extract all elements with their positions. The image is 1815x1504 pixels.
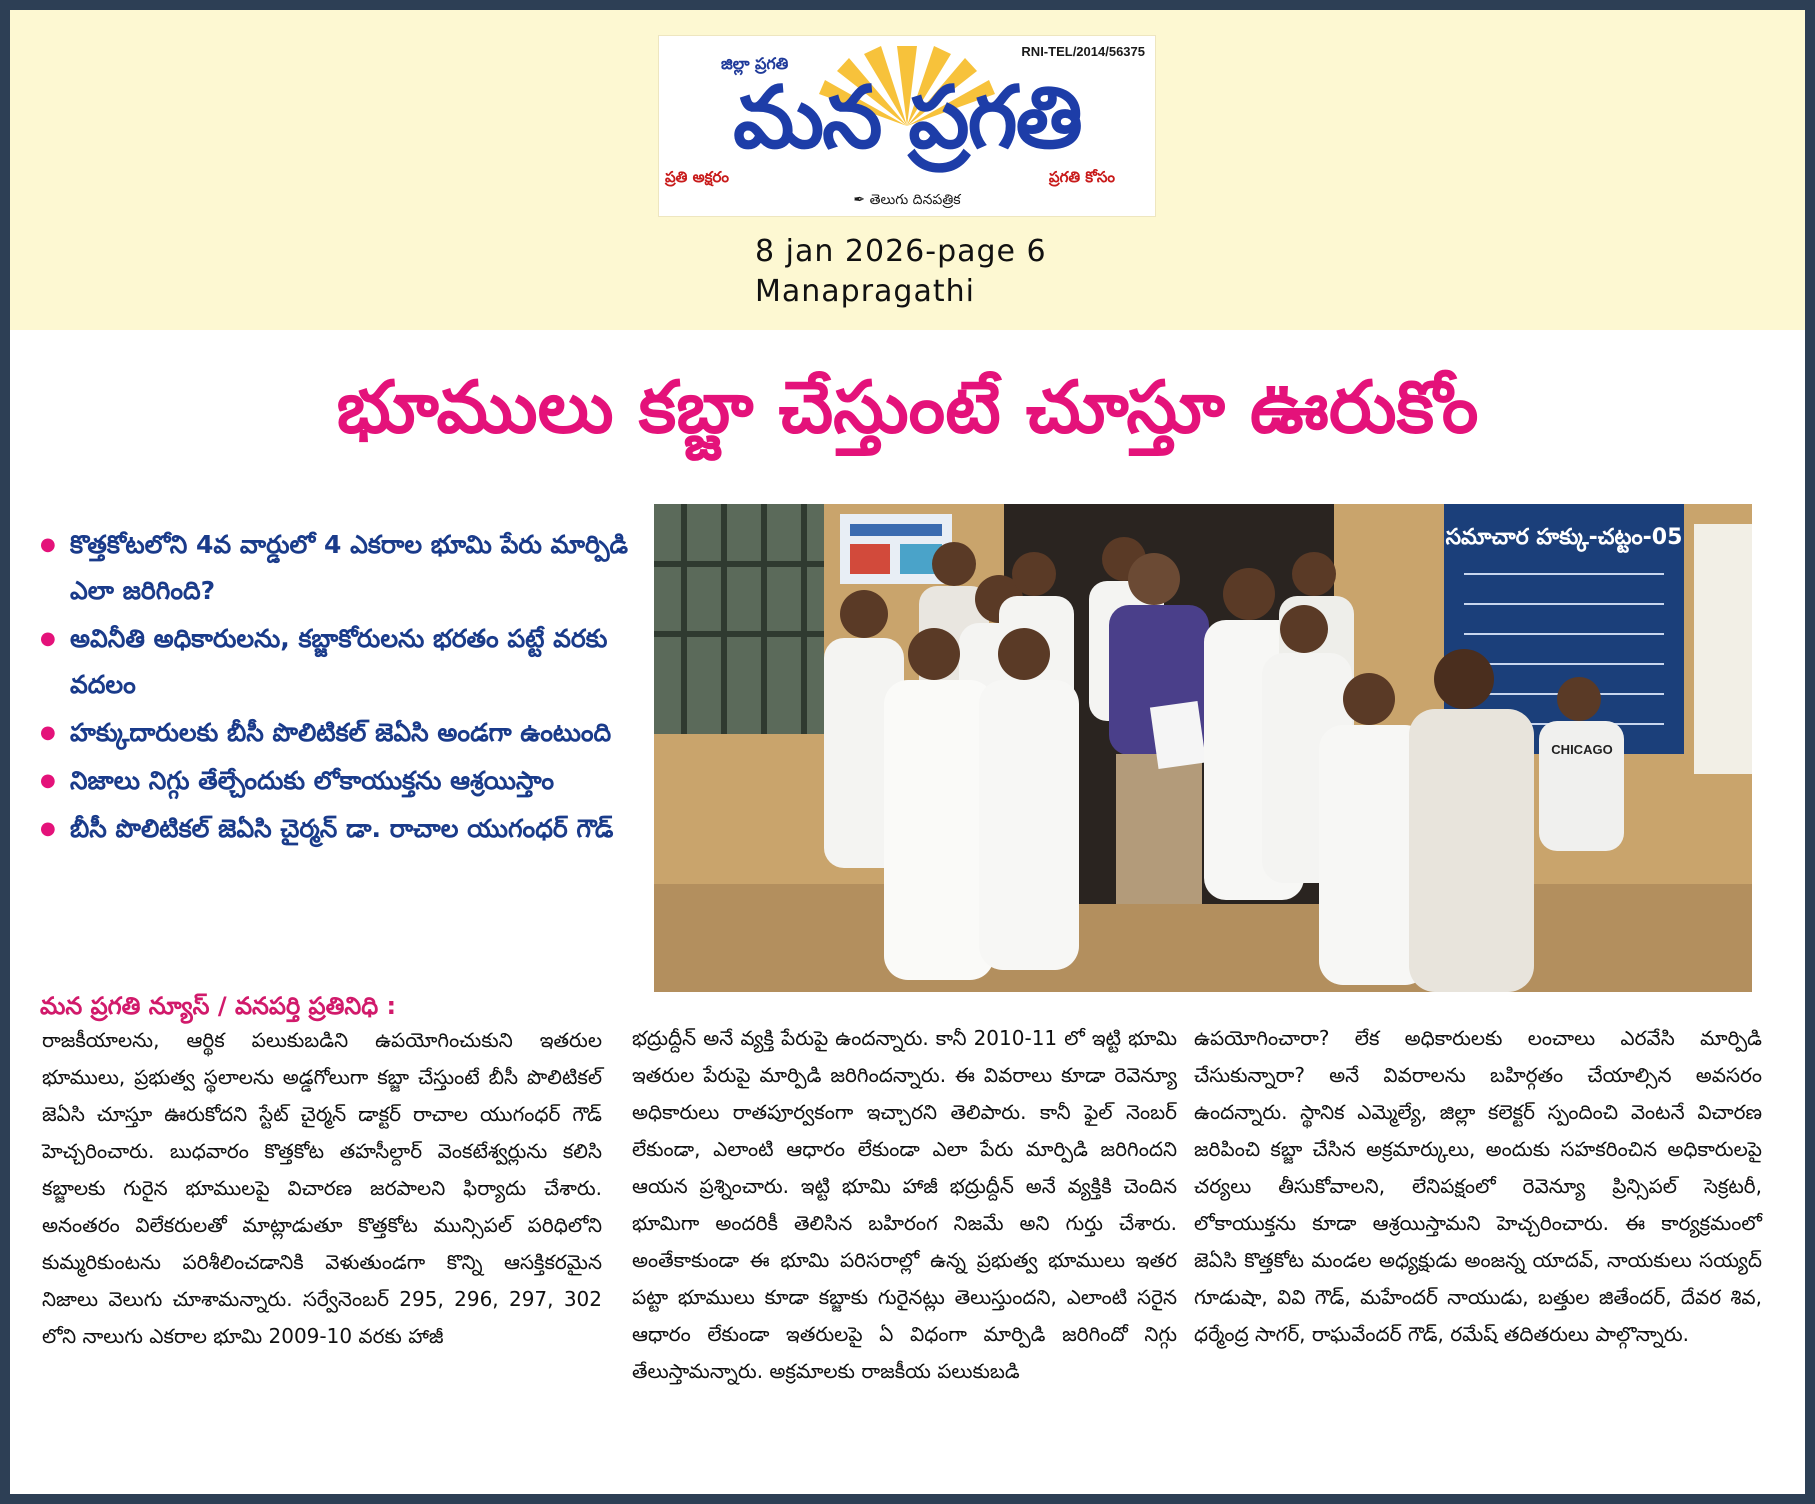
article-text: రాజకీయాలను, ఆర్థిక పలుకుబడిని ఉపయోగించుకుని ఇతరుల భూములు, ప్రభుత్వ స్థలాలను అడ్డగోలుగా కబ్జా చేస్తుంటే బీసీ పొలిటికల్ జెఏసి చూస్తూ ఊరుకోదని స్టేట్ చైర్మన్ డాక్టర్ రాచాల యుగంధర్ గౌడ్ హెచ్చరించారు. బుధవారం కొత్తకోట తహసీల్దార్ వెంకటేశ్వర్లును కలిసి కబ్జాలకు గురైన భూములపై విచారణ జరపాలని ఫిర్యాదు చేశారు. అనంతరం విలేకరులతో మాట్లాడుతూ కొత్తకోట మున్సిపల్ పరిధిలోని కుమ్మరికుంటను పరిశీలించడానికి వెళుతుండగా కొన్ని ఆసక్తికరమైన నిజాలు వెలుగు చూశామన్నారు. సర్వేనెంబర్ 295, 296, 297, 302 లోని నాలుగు ఎకరాల భూమి 2009-10 వరకు హాజీ (42, 1028, 602, 1348)
dateline (755, 232, 1047, 312)
paper-name: Manapragathi (755, 274, 975, 309)
newspaper-logo (658, 35, 1156, 217)
shirt-text: CHICAGO (1551, 742, 1613, 757)
newspaper-page (10, 10, 1805, 1494)
rni-number: RNI-TEL/2014/56375 (1021, 44, 1145, 59)
headline: భూములు కబ్జా చేస్తుంటే చూస్తూ ఊరుకోం (336, 365, 1479, 449)
logo-slogan-left: ప్రతి అక్షరం (665, 168, 729, 186)
bullet-item: ● హక్కుదారులకు బీసీ పొలిటికల్ జెఏసి అండగా ఉంటుంది (40, 710, 640, 756)
article-text: ఉపయోగించారా? లేక అధికారులకు లంచాలు ఎరవేసి మార్పిడి చేసుకున్నారా? అనే వివరాలను బహిర్గతం చేయాల్సిన అవసరం ఉందన్నారు. స్థానిక ఎమ్మెల్యే, జిల్లా కలెక్టర్ స్పందించి వెంటనే విచారణ జరిపించి కబ్జా చేసిన అక్రమార్కులు, అందుకు సహకరించిన అధికారులపై చర్యలు తీసుకోవాలని, లేనిపక్షంలో రెవెన్యూ ప్రిన్సిపల్ సెక్రటరీ, లోకాయుక్తను కూడా ఆశ్రయిస్తామని హెచ్చరించారు. ఈ కార్యక్రమంలో జెఏసి కొత్తకోట మండల అధ్యక్షుడు అంజన్న యాదవ్, నాయకులు సయ్యద్ గూడుషా, వివి గౌడ్, మహేందర్ నాయుడు, బత్తుల జితేందర్, దేవర శివ, ధర్మేంద్ర సాగర్, రాఘవేందర్ గౌడ్, రమేష్ తదితరులు పాల్గొన్నారు. (1194, 1026, 1762, 1346)
board-title: సమాచార హక్కు-చట్టం-05 (1445, 525, 1683, 550)
bullet-item: ● బీసీ పొలిటికల్ జెఏసి చైర్మన్ డా. రాచాల యుగంధర్ గౌడ్ (40, 806, 640, 852)
highlight-bullets (40, 522, 640, 854)
article-column-1 (42, 1022, 602, 1355)
bullet-item: ● అవినీతి అధికారులను, కబ్జాకోరులను భరతం పట్టే వరకు వదలం (40, 616, 640, 708)
group-photo-illustration (654, 504, 1752, 992)
article-column-3 (1194, 1020, 1762, 1353)
news-photo (654, 504, 1752, 992)
masthead (10, 10, 1805, 330)
article-column-2 (632, 1020, 1177, 1390)
tagline-text: తెలుగు దినపత్రిక (869, 192, 961, 208)
logo-small-title: జిల్లా ప్రగతి (721, 54, 789, 73)
byline: మన ప్రగతి న్యూస్ / వనపర్తి ప్రతినిధి : (40, 992, 397, 1020)
issue-date: 8 jan 2026-page 6 (755, 234, 1047, 269)
bullet-item: ● నిజాలు నిగ్గు తేల్చేందుకు లోకాయుక్తను ఆశ్రయిస్తాం (40, 758, 640, 804)
logo-main-title: మన ప్రగతి (733, 68, 1081, 168)
logo-tagline (659, 192, 1155, 211)
pen-icon: ✒ (853, 192, 870, 208)
logo-slogan-right: ప్రగతి కోసం (1048, 168, 1115, 186)
article-text: భద్రుద్దీన్ అనే వ్యక్తి పేరుపై ఉందన్నారు. కానీ 2010-11 లో ఇట్టి భూమి ఇతరుల పేరుపై మార్పిడి జరిగిందన్నారు. ఈ వివరాలు కూడా రెవెన్యూ అధికారులు రాతపూర్వకంగా ఇచ్చారని తెలిపారు. కానీ ఫైల్ నెంబర్ లేకుండా, ఎలాంటి ఆధారం లేకుండా ఎలా పేరు మార్పిడి జరిగిందని ఆయన ప్రశ్నించారు. ఇట్టి భూమి హాజీ భద్రుద్దీన్ అనే వ్యక్తికి చెందిన భూమిగా అందరికీ తెలిసిన బహిరంగ నిజమే అని గుర్తు చేశారు. అంతేకాకుండా ఈ భూమి పరిసరాల్లో ఉన్న ప్రభుత్వ భూములు ఇతర పట్టా భూములు కూడా కబ్జాకు గురైనట్లు తెలుస్తుందని, ఎలాంటి సరైన ఆధారం లేకుండా ఇతరులపై ఏ విధంగా మార్పిడి జరిగిందో నిగ్గు తేలుస్తామన్నారు. అక్రమాలకు రాజకీయ పలుకుబడి (632, 1026, 1177, 1383)
bullet-item: ● కొత్తకోటలోని 4వ వార్డులో 4 ఎకరాల భూమి పేరు మార్పిడి ఎలా జరిగింది? (40, 522, 640, 614)
